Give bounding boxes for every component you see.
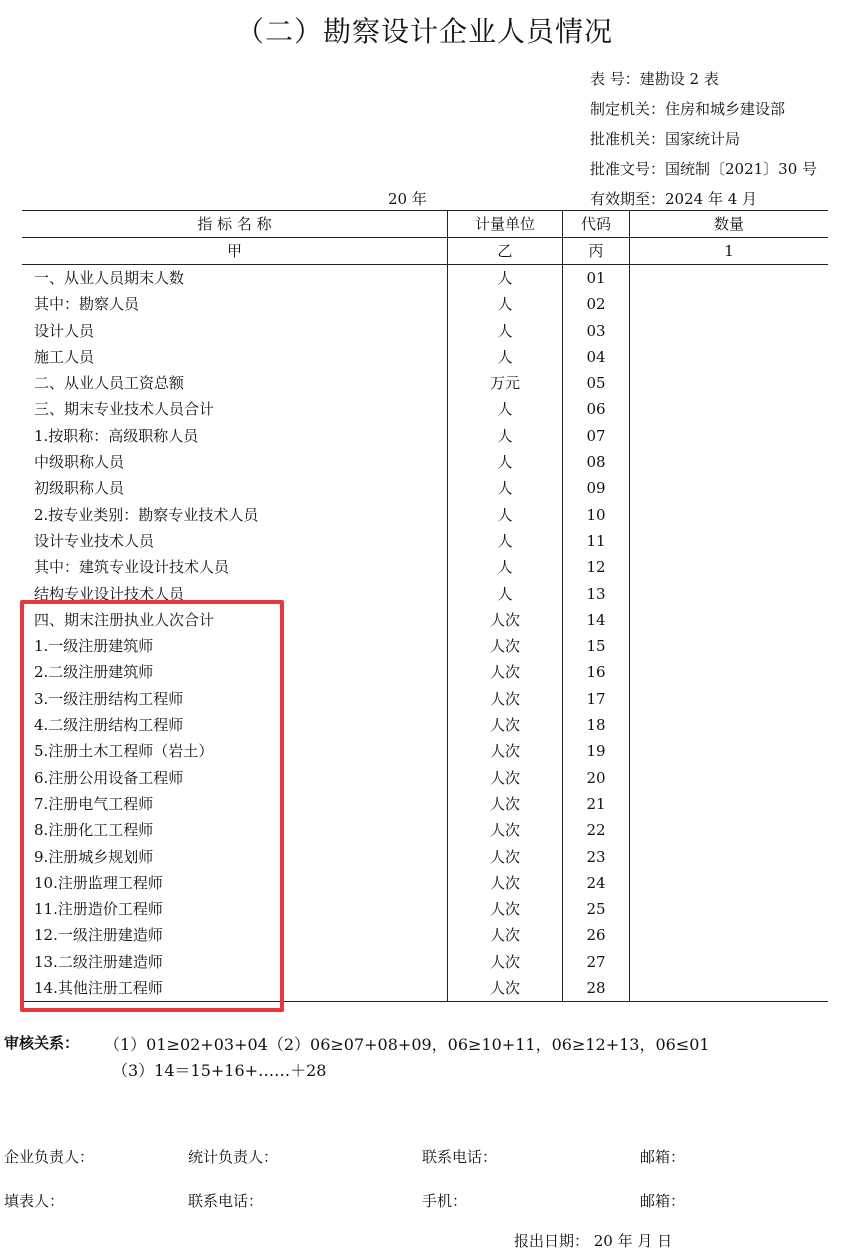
- row-code: 13: [563, 581, 630, 607]
- row-quantity[interactable]: [630, 370, 829, 396]
- row-indicator-name: 三、期末专业技术人员合计: [34, 400, 215, 419]
- row-quantity[interactable]: [630, 502, 829, 528]
- row-code: 01: [563, 265, 630, 292]
- row-unit: 人次: [448, 659, 563, 685]
- row-indicator-name: 施工人员: [34, 347, 95, 366]
- footer-filler: 填表人：: [4, 1192, 65, 1210]
- row-code: 21: [563, 791, 630, 817]
- row-code: 17: [563, 686, 630, 712]
- audit-line-2: （3）14＝15+16+……＋28: [112, 1061, 327, 1080]
- row-quantity[interactable]: [630, 344, 829, 370]
- row-unit: 人: [448, 581, 563, 607]
- row-quantity[interactable]: [630, 528, 829, 554]
- header-row: [22, 211, 828, 238]
- row-quantity[interactable]: [630, 712, 829, 738]
- row-code: 04: [563, 344, 630, 370]
- table-row: [22, 502, 828, 528]
- row-unit: 人: [448, 528, 563, 554]
- row-code: 16: [563, 659, 630, 685]
- row-unit: 人次: [448, 607, 563, 633]
- row-indicator-name: 14.其他注册工程师: [22, 975, 448, 1002]
- row-code: 12: [563, 554, 630, 580]
- row-unit: 人次: [448, 975, 563, 1002]
- row-quantity[interactable]: [630, 738, 829, 764]
- table-row: [22, 844, 828, 870]
- table-row: [22, 896, 828, 922]
- row-indicator-name: 1.按职称：高级职称人员: [34, 426, 199, 445]
- row-unit: 人次: [448, 712, 563, 738]
- footer-report-date: 报出日期： 20 年 月 日: [514, 1232, 673, 1250]
- row-unit: 人次: [448, 949, 563, 975]
- header-index-yi: 乙: [448, 238, 563, 265]
- footer-company-head: 企业负责人：: [4, 1148, 95, 1166]
- row-code: 28: [563, 975, 630, 1002]
- table-row: [22, 686, 828, 712]
- row-quantity[interactable]: [630, 265, 829, 292]
- table-row: [22, 922, 828, 948]
- table-row: [22, 581, 828, 607]
- table-row: [22, 396, 828, 422]
- row-indicator-name: 2.二级注册建筑师: [34, 663, 154, 682]
- row-code: 19: [563, 738, 630, 764]
- row-indicator-name: 12.一级注册建造师: [34, 926, 163, 945]
- row-unit: 人次: [448, 817, 563, 843]
- row-unit: 人: [448, 291, 563, 317]
- personnel-table: [22, 210, 828, 1002]
- row-unit: 人次: [448, 686, 563, 712]
- row-unit: 人次: [448, 765, 563, 791]
- row-code: 18: [563, 712, 630, 738]
- row-code: 05: [563, 370, 630, 396]
- meta-valid-until: 有效期至：2024 年 4 月: [590, 190, 758, 208]
- row-indicator-name: 2.按专业类别：勘察专业技术人员: [34, 505, 259, 524]
- footer-mobile: 手机：: [422, 1192, 468, 1210]
- table-row: [22, 291, 828, 317]
- table-row: [22, 791, 828, 817]
- header-index-row: [22, 238, 828, 265]
- row-indicator-name: 7.注册电气工程师: [34, 794, 154, 813]
- table-row: [22, 633, 828, 659]
- row-indicator-name: 3.一级注册结构工程师: [34, 689, 184, 708]
- row-quantity[interactable]: [630, 659, 829, 685]
- row-unit: 人次: [448, 738, 563, 764]
- table-row: [22, 817, 828, 843]
- audit-line-1: （1）01≥02+03+04（2）06≥07+08+09，06≥10+11，06≥12+13，06≤01: [104, 1035, 710, 1054]
- row-indicator-name: 4.二级注册结构工程师: [34, 716, 184, 735]
- table-row: [22, 712, 828, 738]
- row-quantity[interactable]: [630, 607, 829, 633]
- row-quantity[interactable]: [630, 817, 829, 843]
- header-index-1: 1: [630, 238, 829, 265]
- table-row: [22, 607, 828, 633]
- row-code: 06: [563, 396, 630, 422]
- meta-approving-authority: 批准机关：国家统计局: [590, 130, 741, 148]
- row-quantity[interactable]: [630, 844, 829, 870]
- row-code: 20: [563, 765, 630, 791]
- header-indicator-name: 指 标 名 称: [22, 211, 448, 238]
- row-code: 23: [563, 844, 630, 870]
- row-quantity[interactable]: [630, 554, 829, 580]
- row-code: 22: [563, 817, 630, 843]
- footer-phone: 联系电话：: [422, 1148, 498, 1166]
- row-unit: 人: [448, 344, 563, 370]
- row-quantity[interactable]: [630, 423, 829, 449]
- row-code: 11: [563, 528, 630, 554]
- row-code: 07: [563, 423, 630, 449]
- row-indicator-name: 其中：勘察人员: [34, 295, 140, 314]
- table-row: [22, 870, 828, 896]
- row-quantity[interactable]: [630, 449, 829, 475]
- row-indicator-name: 其中：建筑专业设计技术人员: [34, 558, 230, 577]
- row-code: 03: [563, 318, 630, 344]
- row-quantity[interactable]: [630, 581, 829, 607]
- row-indicator-name: 初级职称人员: [34, 479, 125, 498]
- row-quantity[interactable]: [630, 870, 829, 896]
- row-code: 14: [563, 607, 630, 633]
- table-row: [22, 344, 828, 370]
- row-quantity[interactable]: [630, 791, 829, 817]
- row-code: 24: [563, 870, 630, 896]
- row-code: 09: [563, 475, 630, 501]
- row-indicator-name: 6.注册公用设备工程师: [34, 768, 184, 787]
- meta-form-number: 表 号：建勘设 2 表: [590, 70, 719, 88]
- row-code: 08: [563, 449, 630, 475]
- row-indicator-name: 9.注册城乡规划师: [34, 847, 154, 866]
- row-code: 02: [563, 291, 630, 317]
- row-quantity[interactable]: [630, 896, 829, 922]
- row-code: 26: [563, 922, 630, 948]
- row-quantity[interactable]: [630, 949, 829, 975]
- row-code: 15: [563, 633, 630, 659]
- row-unit: 人次: [448, 922, 563, 948]
- row-indicator-name: 13.二级注册建造师: [34, 952, 163, 971]
- table-row: [22, 528, 828, 554]
- row-unit: 人: [448, 475, 563, 501]
- footer-contact-phone: 联系电话：: [188, 1192, 264, 1210]
- meta-issuing-authority: 制定机关：住房和城乡建设部: [590, 100, 786, 118]
- row-unit: 人: [448, 423, 563, 449]
- row-quantity[interactable]: [630, 922, 829, 948]
- row-quantity[interactable]: [630, 318, 829, 344]
- footer-stats-head: 统计负责人：: [188, 1148, 279, 1166]
- table-row: [22, 975, 828, 1002]
- table-row: [22, 318, 828, 344]
- table-row: [22, 949, 828, 975]
- audit-label: 审核关系：: [4, 1034, 80, 1052]
- row-indicator-name: 11.注册造价工程师: [34, 900, 163, 919]
- audit-relations: [4, 1032, 710, 1080]
- row-indicator-name: 结构专业设计技术人员: [34, 584, 185, 603]
- header-index-jia: 甲: [22, 238, 448, 265]
- table-row: [22, 370, 828, 396]
- row-indicator-name: 设计专业技术人员: [34, 531, 155, 550]
- footer-email: 邮箱：: [640, 1148, 686, 1166]
- row-code: 27: [563, 949, 630, 975]
- row-quantity[interactable]: [630, 633, 829, 659]
- row-quantity[interactable]: [630, 396, 829, 422]
- row-unit: 人: [448, 449, 563, 475]
- table-row: [22, 423, 828, 449]
- row-quantity[interactable]: [630, 291, 829, 317]
- table-row: [22, 738, 828, 764]
- row-quantity[interactable]: [630, 975, 829, 1002]
- row-indicator-name: 二、从业人员工资总额: [34, 374, 185, 393]
- row-unit: 人: [448, 396, 563, 422]
- row-unit: 人次: [448, 896, 563, 922]
- row-quantity[interactable]: [630, 686, 829, 712]
- row-indicator-name: 一、从业人员期末人数: [34, 269, 185, 287]
- meta-approval-number: 批准文号：国统制〔2021〕30 号: [590, 160, 818, 178]
- row-unit: 人次: [448, 633, 563, 659]
- row-indicator-name: 设计人员: [34, 321, 95, 340]
- row-unit: 人次: [448, 791, 563, 817]
- row-unit: 人: [448, 265, 563, 292]
- row-unit: 万元: [448, 370, 563, 396]
- row-indicator-name: 8.注册化工工程师: [34, 821, 154, 840]
- row-code: 10: [563, 502, 630, 528]
- header-index-bing: 丙: [563, 238, 630, 265]
- row-unit: 人次: [448, 870, 563, 896]
- table-row: [22, 659, 828, 685]
- row-quantity[interactable]: [630, 475, 829, 501]
- row-code: 25: [563, 896, 630, 922]
- row-indicator-name: 5.注册土木工程师（岩土）: [34, 742, 214, 761]
- table-row: [22, 765, 828, 791]
- row-unit: 人: [448, 554, 563, 580]
- table-row: [22, 554, 828, 580]
- row-indicator-name: 中级职称人员: [34, 453, 125, 472]
- header-quantity: 数量: [630, 211, 829, 238]
- footer-email-2: 邮箱：: [640, 1192, 686, 1210]
- table-row: [22, 449, 828, 475]
- row-unit: 人: [448, 318, 563, 344]
- table-row: [22, 475, 828, 501]
- row-quantity[interactable]: [630, 765, 829, 791]
- row-indicator-name: 10.注册监理工程师: [34, 873, 163, 892]
- table-row: [22, 265, 828, 292]
- header-code: 代码: [563, 211, 630, 238]
- row-indicator-name: 四、期末注册执业人次合计: [34, 610, 215, 629]
- row-unit: 人: [448, 502, 563, 528]
- year-label: 20 年: [388, 190, 427, 208]
- row-unit: 人次: [448, 844, 563, 870]
- header-unit: 计量单位: [448, 211, 563, 238]
- row-indicator-name: 1.一级注册建筑师: [34, 637, 154, 656]
- page-title: （二）勘察设计企业人员情况: [235, 15, 613, 48]
